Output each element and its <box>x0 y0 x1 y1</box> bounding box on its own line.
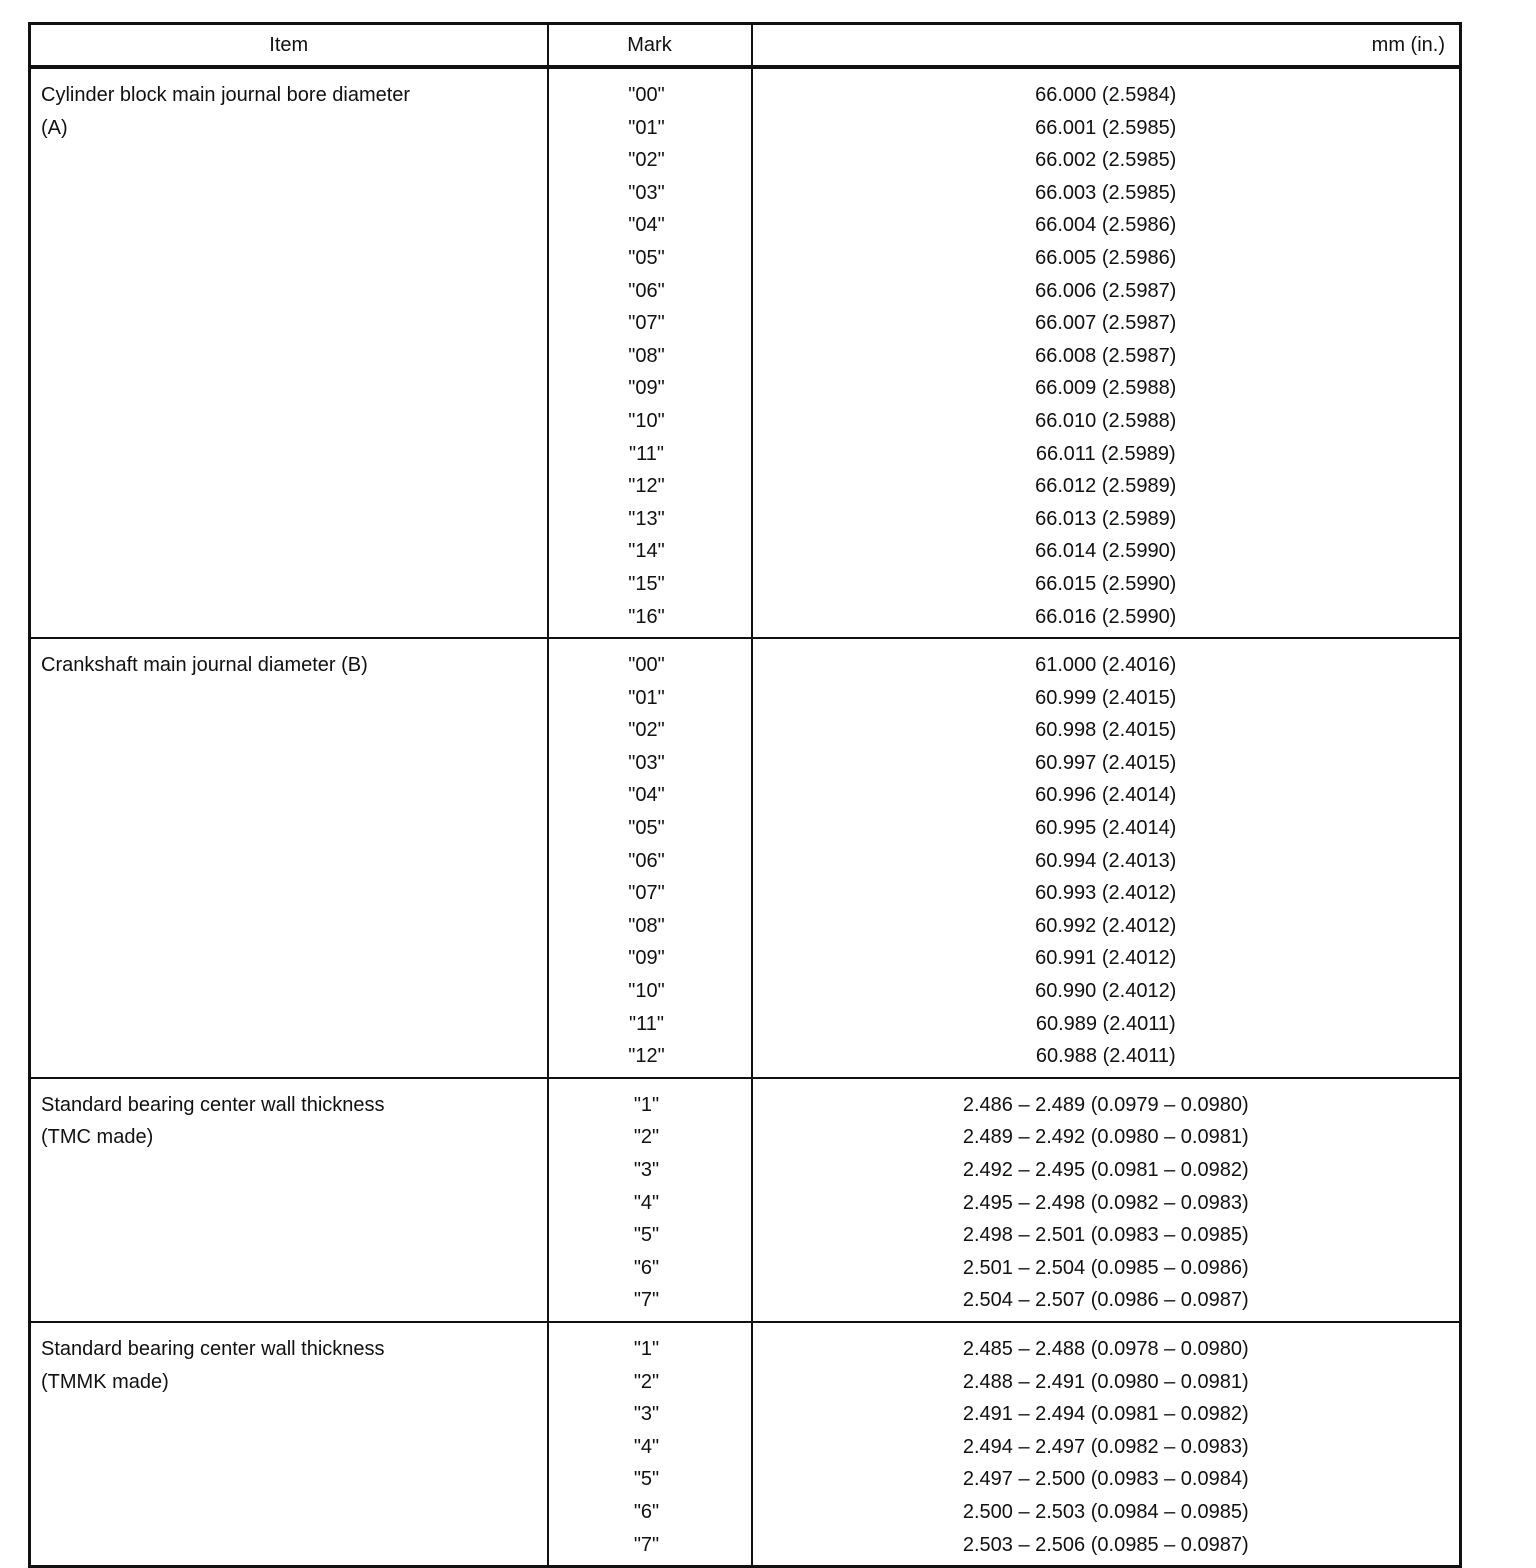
spec-value: 2.498 – 2.501 (0.0983 – 0.0985) <box>962 1224 1249 1247</box>
mark-value: "00" <box>628 654 665 677</box>
mark-value: "16" <box>628 605 665 628</box>
spec-value: 60.991 (2.4012) <box>1035 947 1177 970</box>
spec-value: 66.015 (2.5990) <box>1035 572 1177 595</box>
mark-list <box>549 639 751 1077</box>
group-row-bearing-tmc <box>30 1078 1461 1322</box>
group-row-cylinder-bore <box>30 67 1461 638</box>
spec-value: 66.002 (2.5985) <box>1035 149 1177 172</box>
value-cell <box>752 1322 1461 1567</box>
spec-value: 60.995 (2.4014) <box>1035 817 1177 840</box>
item-column-header: Item <box>30 24 548 68</box>
mark-value: "10" <box>628 980 665 1003</box>
spec-value: 2.485 – 2.488 (0.0978 – 0.0980) <box>962 1337 1249 1360</box>
spec-value: 2.497 – 2.500 (0.0983 – 0.0984) <box>962 1468 1249 1491</box>
item-cell <box>30 1322 548 1567</box>
spec-value: 66.003 (2.5985) <box>1035 181 1177 204</box>
mark-value: "01" <box>628 116 665 139</box>
mark-list <box>549 69 751 637</box>
spec-value: 66.000 (2.5984) <box>1035 84 1177 106</box>
spec-value: 60.997 (2.4015) <box>1035 751 1177 774</box>
spec-value: 66.004 (2.5986) <box>1035 214 1177 237</box>
header-row <box>30 24 1461 68</box>
mark-value: "13" <box>628 507 665 530</box>
mark-value: "06" <box>628 849 665 872</box>
mark-value: "05" <box>628 246 665 269</box>
mark-value: "6" <box>633 1500 660 1523</box>
value-list <box>753 1079 1460 1321</box>
spec-value: 66.014 (2.5990) <box>1035 540 1177 563</box>
spec-value: 60.992 (2.4012) <box>1035 914 1177 937</box>
spec-value: 2.500 – 2.503 (0.0984 – 0.0985) <box>962 1500 1249 1523</box>
mark-value: "6" <box>633 1256 660 1279</box>
table-header <box>30 24 1461 68</box>
mark-value: "00" <box>628 84 665 106</box>
spec-value: 66.010 (2.5988) <box>1035 409 1177 432</box>
mark-value: "2" <box>633 1126 660 1149</box>
spec-value: 60.996 (2.4014) <box>1035 784 1177 807</box>
spec-value: 2.501 – 2.504 (0.0985 – 0.0986) <box>962 1256 1249 1279</box>
mark-value: "5" <box>633 1224 660 1247</box>
spec-value: 66.016 (2.5990) <box>1035 605 1177 628</box>
item-label: Standard bearing center wall thickness (TMC made) <box>41 1093 385 1149</box>
spec-value: 66.013 (2.5989) <box>1035 507 1177 530</box>
mark-value: "1" <box>633 1337 660 1360</box>
mark-value: "3" <box>633 1159 660 1181</box>
mark-list <box>549 1323 751 1565</box>
spec-value: 66.007 (2.5987) <box>1035 312 1177 335</box>
mark-value: "09" <box>628 947 665 970</box>
spec-value: 60.994 (2.4013) <box>1035 849 1177 872</box>
mark-value: "12" <box>628 475 665 498</box>
value-list <box>753 639 1460 1077</box>
mark-value: "14" <box>628 540 665 563</box>
mark-value: "02" <box>628 719 665 742</box>
spec-value: 2.488 – 2.491 (0.0980 – 0.0981) <box>962 1370 1249 1393</box>
spec-table <box>28 22 1462 1568</box>
spec-value: 66.008 (2.5987) <box>1035 344 1177 367</box>
spec-value: 66.005 (2.5986) <box>1035 246 1177 269</box>
value-cell <box>752 1078 1461 1322</box>
spec-value: 2.492 – 2.495 (0.0981 – 0.0982) <box>962 1159 1249 1181</box>
spec-value: 66.009 (2.5988) <box>1035 377 1177 400</box>
mark-value: "04" <box>628 214 665 237</box>
spec-value: 60.988 (2.4011) <box>1035 1045 1176 1068</box>
mark-value: "7" <box>633 1289 660 1312</box>
mark-value: "05" <box>628 817 665 840</box>
mark-value: "02" <box>628 149 665 172</box>
item-label: Crankshaft main journal diameter (B) <box>41 654 368 677</box>
mark-value: "01" <box>628 686 665 709</box>
mark-value: "11" <box>629 442 664 465</box>
unit-column-header: mm (in.) <box>752 24 1461 68</box>
spec-value: 2.491 – 2.494 (0.0981 – 0.0982) <box>962 1403 1249 1426</box>
mark-value: "08" <box>628 914 665 937</box>
mark-value: "09" <box>628 377 665 400</box>
mark-value: "3" <box>633 1403 660 1426</box>
spec-value: 66.011 (2.5989) <box>1035 442 1176 465</box>
mark-cell <box>548 67 752 638</box>
spec-value: 61.000 (2.4016) <box>1035 654 1177 677</box>
spec-value: 66.006 (2.5987) <box>1035 279 1177 302</box>
spec-value: 2.504 – 2.507 (0.0986 – 0.0987) <box>962 1289 1249 1312</box>
item-cell <box>30 67 548 638</box>
item-label: Standard bearing center wall thickness (TMMK made) <box>41 1337 385 1393</box>
group-row-bearing-tmmk <box>30 1322 1461 1567</box>
mark-value: "4" <box>633 1435 660 1458</box>
table-body <box>30 67 1461 1567</box>
mark-value: "03" <box>628 751 665 774</box>
mark-value: "7" <box>633 1533 660 1556</box>
value-cell <box>752 638 1461 1078</box>
mark-value: "12" <box>628 1045 665 1068</box>
item-label: Cylinder block main journal bore diameter (A) <box>41 84 411 139</box>
spec-value: 60.989 (2.4011) <box>1035 1012 1176 1035</box>
group-row-crankshaft-journal <box>30 638 1461 1078</box>
spec-value: 60.993 (2.4012) <box>1035 882 1177 905</box>
mark-value: "11" <box>629 1012 664 1035</box>
mark-list <box>549 1079 751 1321</box>
item-cell <box>30 638 548 1078</box>
spec-value: 2.495 – 2.498 (0.0982 – 0.0983) <box>962 1191 1249 1214</box>
mark-column-header: Mark <box>548 24 752 68</box>
spec-value: 60.990 (2.4012) <box>1035 980 1177 1003</box>
mark-value: "07" <box>628 312 665 335</box>
spec-value: 2.503 – 2.506 (0.0985 – 0.0987) <box>962 1533 1249 1556</box>
mark-cell <box>548 1078 752 1322</box>
mark-value: "15" <box>628 572 665 595</box>
mark-cell <box>548 638 752 1078</box>
mark-value: "03" <box>628 181 665 204</box>
mark-value: "10" <box>628 409 665 432</box>
mark-value: "07" <box>628 882 665 905</box>
spec-value: 60.999 (2.4015) <box>1035 686 1177 709</box>
mark-value: "1" <box>633 1093 660 1116</box>
value-list <box>753 1323 1460 1565</box>
mark-value: "04" <box>628 784 665 807</box>
spec-value: 2.489 – 2.492 (0.0980 – 0.0981) <box>962 1126 1249 1149</box>
mark-value: "5" <box>633 1468 660 1491</box>
mark-value: "06" <box>628 279 665 302</box>
spec-value: 66.001 (2.5985) <box>1035 116 1177 139</box>
value-cell <box>752 67 1461 638</box>
mark-value: "08" <box>628 344 665 367</box>
value-list <box>753 69 1460 637</box>
spec-value: 60.998 (2.4015) <box>1035 719 1177 742</box>
mark-value: "4" <box>633 1191 660 1214</box>
item-cell <box>30 1078 548 1322</box>
spec-value: 2.486 – 2.489 (0.0979 – 0.0980) <box>962 1093 1249 1116</box>
mark-value: "2" <box>633 1370 660 1393</box>
mark-cell <box>548 1322 752 1567</box>
spec-value: 66.012 (2.5989) <box>1035 475 1177 498</box>
spec-value: 2.494 – 2.497 (0.0982 – 0.0983) <box>962 1435 1249 1458</box>
